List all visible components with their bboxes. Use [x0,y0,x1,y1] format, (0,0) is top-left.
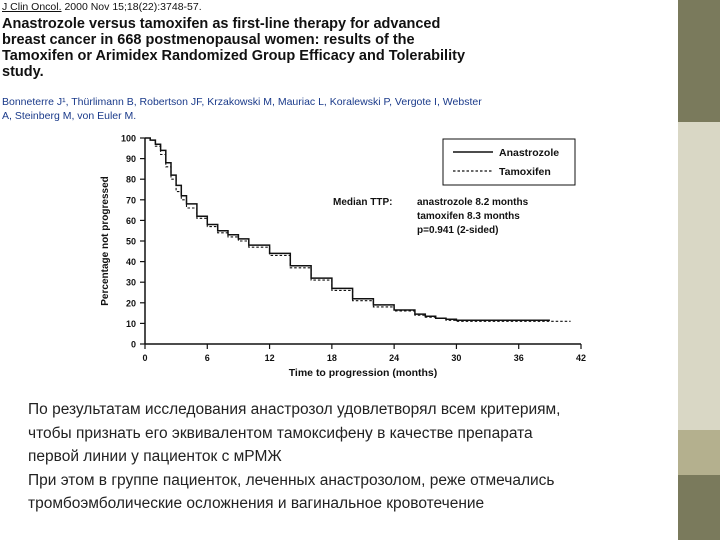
decor-band-light [678,122,720,430]
y-axis-label: Percentage not progressed [100,176,111,306]
median-ttp-annotation [333,197,529,236]
author-line[interactable]: A, Steinberg M, von Euler M. [2,109,137,122]
x-tick-label: 18 [326,353,337,363]
caption-line: чтобы признать его эквивалентом тамоксифену в качестве препарата [28,424,533,442]
x-tick-label: 42 [575,353,587,363]
paper-title [2,16,558,80]
y-tick-label: 60 [125,215,136,226]
annotation-line: p=0.941 (2-sided) [417,225,499,236]
annotation-label: Median TTP: [333,197,393,208]
annotation-line: tamoxifen 8.3 months [417,211,520,222]
paper-title-line: Anastrozole versus tamoxifen as first-line therapy for advanced [2,16,441,32]
caption-line: По результатам исследования анастрозол удовлетворял всем критериям, [28,401,561,418]
decor-band-bottom [678,475,720,540]
caption-line: тромбоэмболические осложнения и вагинальное кровотечение [28,495,485,512]
y-tick-label: 90 [125,154,136,165]
paper-title-line: breast cancer in 668 postmenopausal women: results of the [2,32,415,48]
legend [443,139,575,185]
x-tick-label: 36 [513,353,524,363]
author-list[interactable] [2,96,562,123]
paper-title-line: study. [2,64,44,80]
caption-line: первой линии у пациенток с мРМЖ [28,448,282,465]
annotation-line: anastrozole 8.2 months [417,197,529,208]
legend-label-tamoxifen: Tamoxifen [499,166,551,178]
author-line[interactable]: Bonneterre J¹, Thürlimann B, Robertson JF, Krzakowski M, Mauriac L, Koralewski P, Vergote I, Webster [2,96,482,108]
x-tick-label: 0 [142,353,148,363]
y-tick-label: 50 [125,236,136,247]
x-tick-label: 30 [451,353,462,363]
decor-band-top [678,0,720,122]
x-tick-label: 6 [204,353,210,363]
journal-reference [2,1,202,13]
y-tick-label: 40 [125,257,136,268]
y-tick-label: 70 [125,195,136,206]
y-tick-label: 0 [130,339,136,350]
caption-line: При этом в группе пациенток, леченных анастрозолом, реже отмечались [28,471,555,489]
x-tick-label: 12 [264,353,275,363]
y-tick-label: 20 [125,298,136,309]
journal-details: 2000 Nov 15;18(22):3748-57. [64,1,202,13]
legend-label-anastrozole: Anastrozole [499,147,560,159]
y-tick-label: 30 [125,277,136,288]
caption-text [28,398,668,516]
y-tick-label: 100 [120,133,136,144]
y-tick-label: 10 [125,318,136,329]
legend-box [443,139,575,185]
y-tick-label: 80 [125,174,136,185]
x-tick-label: 24 [389,353,400,363]
km-figure [91,126,603,390]
x-axis-label: Time to progression (months) [288,367,438,379]
decor-band-mid [678,430,720,475]
paper-title-line: Tamoxifen or Arimidex Randomized Group Efficacy and Tolerability [2,48,466,64]
citation-block [0,0,565,124]
km-chart [91,126,603,390]
journal-name-link[interactable]: J Clin Oncol. [2,1,62,13]
